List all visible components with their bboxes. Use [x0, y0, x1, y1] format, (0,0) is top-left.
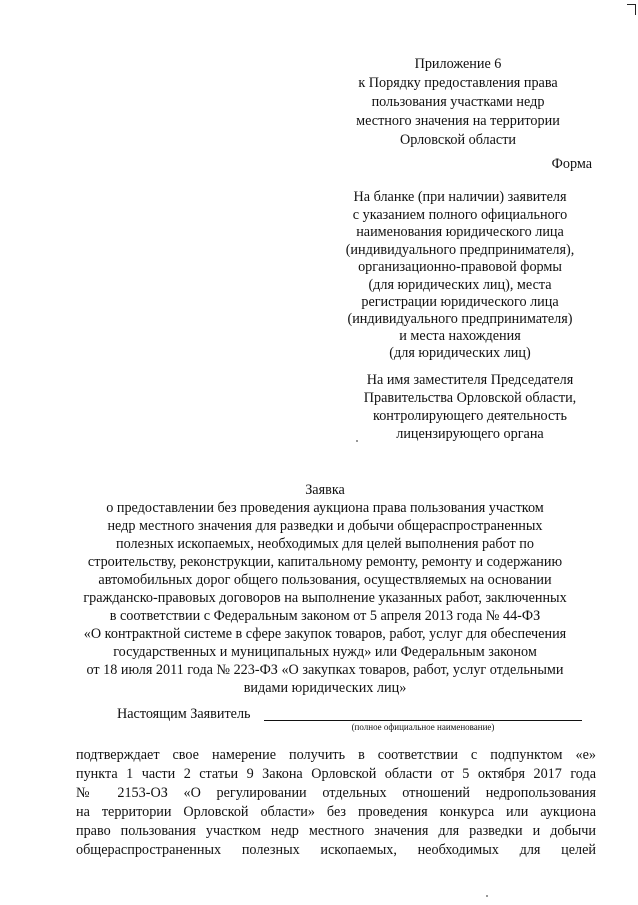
body-line: подтверждает свое намерение получить в соответствии с подпунктом «е»: [76, 747, 596, 763]
letterhead-note-line: и места нахождения: [399, 328, 521, 344]
subject-line: о предоставлении без проведения аукциона права пользования участком: [106, 500, 544, 516]
appendix-line: местного значения на территории: [356, 113, 560, 129]
addressee-line: Правительства Орловской области,: [363, 390, 577, 406]
body-line: пункта 1 части 2 статьи 9 Закона Орловской области от 5 октября 2017 года: [76, 766, 596, 782]
letterhead-note-line: (для юридических лиц): [389, 345, 531, 361]
letterhead-note-line: наименования юридического лица: [356, 224, 564, 240]
appendix-line: пользования участками недр: [371, 94, 545, 110]
addressee-line: лицензирующего органа: [396, 426, 544, 442]
subject-line: видами юридических лиц»: [243, 680, 407, 696]
letterhead-note-line: с указанием полного официального: [352, 207, 568, 223]
subject-line: полезных ископаемых, необходимых для целей выполнения работ по: [115, 536, 534, 552]
addressee-line: контролирующего деятельность: [373, 408, 567, 424]
subject-line: государственных и муниципальных нужд» или Федеральным законом: [113, 644, 537, 660]
applicant-name-caption: (полное официальное наименование): [351, 722, 495, 732]
body-line: право пользования участком недр местного значения для разведки и добычи: [76, 823, 596, 839]
addressee-line: На имя заместителя Председателя: [366, 372, 574, 388]
appendix-line: Приложение 6: [414, 56, 502, 72]
letterhead-note-line: организационно-правовой формы: [358, 259, 562, 275]
letterhead-note-line: (для юридических лиц), места: [368, 277, 552, 293]
applicant-name-field[interactable]: [264, 720, 582, 721]
letterhead-note-line: регистрации юридического лица: [361, 294, 559, 310]
subject-line: недр местного значения для разведки и добычи общераспространенных: [107, 518, 543, 534]
document-title: Заявка: [305, 482, 345, 498]
body-line: на территории Орловской области» без проведения конкурса или аукциона: [76, 804, 596, 820]
page-corner-mark: [627, 4, 636, 15]
letterhead-note-line: На бланке (при наличии) заявителя: [353, 189, 567, 205]
subject-line: от 18 июля 2011 года № 223-ФЗ «О закупках товаров, работ, услуг отдельными: [86, 662, 564, 678]
body-line: общераспространенных полезных ископаемых, необходимых для целей: [76, 842, 596, 858]
subject-line: строительству, реконструкции, капитальному ремонту, ремонту и содержанию: [87, 554, 563, 570]
subject-line: «О контрактной системе в сфере закупок товаров, работ, услуг для обеспечения: [83, 626, 567, 642]
form-label: Форма: [551, 156, 592, 172]
applicant-label: Настоящим Заявитель: [117, 706, 251, 722]
subject-line: гражданско-правовых договоров на выполнение указанных работ, заключенных: [83, 590, 567, 606]
body-line: № 2153-ОЗ «О регулировании отдельных отношений недропользования: [76, 785, 596, 801]
letterhead-note-line: (индивидуального предпринимателя): [347, 311, 573, 327]
letterhead-note-line: (индивидуального предпринимателя),: [345, 242, 575, 258]
appendix-line: Орловской области: [399, 132, 517, 148]
scan-speck: [486, 895, 488, 897]
appendix-line: к Порядку предоставления права: [358, 75, 558, 91]
subject-line: автомобильных дорог общего пользования, осуществляемых на основании: [98, 572, 552, 588]
subject-line: в соответствии с Федеральным законом от 5 апреля 2013 года № 44-ФЗ: [109, 608, 541, 624]
